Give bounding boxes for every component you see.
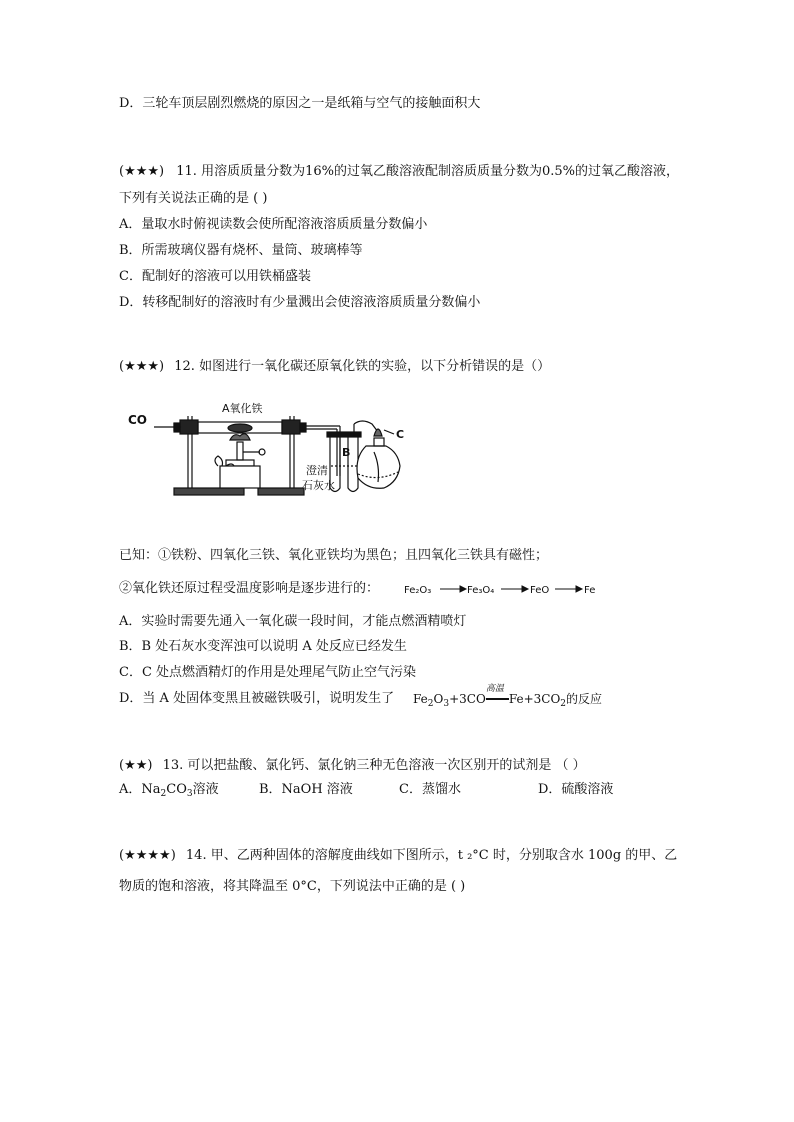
q11-option-a: A．量取水时俯视读数会使所配溶液溶质质量分数偏小 bbox=[119, 217, 428, 232]
q12-stem bbox=[119, 358, 550, 376]
q11-option-b: B．所需玻璃仪器有烧杯、量筒、玻璃棒等 bbox=[119, 243, 363, 258]
q13-option-d: D．硫酸溶液 bbox=[538, 782, 614, 797]
label-limewater-1: 澄清 bbox=[306, 464, 328, 477]
right-clamp bbox=[282, 420, 300, 434]
high-temp-condition: 高温 bbox=[486, 690, 509, 708]
right-stand-base bbox=[258, 488, 304, 495]
q12-option-b: B．B 处石灰水变浑浊可以说明 A 处反应已经发生 bbox=[119, 639, 407, 654]
label-c: C bbox=[396, 428, 405, 441]
q11-stem-line1 bbox=[119, 163, 679, 181]
q13-stars: (★★) bbox=[119, 758, 153, 773]
q11-stars: (★★★) bbox=[119, 164, 165, 179]
flow-fe2o3: Fe₂O₃ bbox=[404, 585, 432, 596]
q12-stem-text: 如图进行一氧化碳还原氧化铁的实验，以下分析错误的是（） bbox=[199, 359, 551, 374]
q11-option-d: D．转移配制好的溶液时有少量溅出会使溶液溶质质量分数偏小 bbox=[119, 295, 481, 310]
q14-stars: (★★★★) bbox=[119, 848, 176, 863]
q12-option-c: C．C 处点燃酒精灯的作用是处理尾气防止空气污染 bbox=[119, 665, 417, 680]
q11-number: 11. bbox=[176, 164, 197, 179]
q13-option-b: B．NaOH 溶液 bbox=[259, 782, 353, 797]
label-b: B bbox=[342, 446, 351, 459]
label-limewater-2: 石灰水 bbox=[302, 479, 335, 492]
q12-stars: (★★★) bbox=[119, 359, 165, 374]
left-clamp bbox=[180, 420, 198, 434]
q12-option-a: A．实验时需要先通入一氧化碳一段时间，才能点燃酒精喷灯 bbox=[119, 614, 467, 629]
label-a: A氧化铁 bbox=[222, 402, 263, 415]
q14-stem-line1 bbox=[119, 847, 677, 865]
flow-fe: Fe bbox=[584, 585, 596, 596]
q12-known-2: ②氧化铁还原过程受温度影响是逐步进行的： bbox=[119, 581, 380, 596]
label-co: CO bbox=[128, 413, 148, 427]
q13-options bbox=[119, 781, 639, 803]
q13-option-a: A．$Na_2CO_3$溶液 bbox=[119, 782, 219, 799]
blast-lamp-body bbox=[220, 466, 260, 488]
lamp-flame bbox=[230, 434, 250, 440]
flow-fe3o4: Fe₃O₄ bbox=[467, 585, 495, 596]
reduction-flow bbox=[404, 581, 604, 597]
lamp-c-flame bbox=[374, 429, 382, 436]
q13-stem bbox=[119, 757, 586, 775]
q13-option-c: C．蒸馏水 bbox=[399, 782, 461, 797]
q13-stem-text: 可以把盐酸、氯化钙、氯化钠三种无色溶液一次区别开的试剂是 （ ） bbox=[187, 758, 586, 773]
lamp-valve bbox=[215, 456, 223, 466]
blast-lamp-stem bbox=[237, 442, 243, 460]
q13-number: 13. bbox=[162, 758, 184, 773]
q12-option-d: D．当 A 处固体变黑且被磁铁吸引，说明发生了 bbox=[119, 691, 395, 706]
q11-option-c: C．配制好的溶液可以用铁桶盛装 bbox=[119, 269, 311, 284]
q10-option-d: D．三轮车顶层剧烈燃烧的原因之一是纸箱与空气的接触面积大 bbox=[119, 96, 481, 111]
q14-number: 14. bbox=[185, 848, 207, 863]
q12-number: 12. bbox=[174, 359, 195, 374]
q14-stem-text: 甲、乙两种固体的溶解度曲线如下图所示，t ₂°C 时，分别取含水 100g 的甲、乙 bbox=[210, 848, 678, 863]
flow-feo: FeO bbox=[530, 585, 550, 596]
q12-equation: $Fe_2O_3+3CO$ 高温 $Fe+3CO_2$的反应 bbox=[413, 684, 603, 709]
q12-known-1: 已知：①铁粉、四氧化三铁、氧化亚铁均为黑色；且四氧化三铁具有磁性； bbox=[119, 548, 549, 563]
iron-oxide-sample bbox=[228, 424, 252, 432]
left-stand-base bbox=[174, 488, 244, 495]
q14-stem-line2: 物质的饱和溶液，将其降温至 0°C，下列说法中正确的是 ( ) bbox=[119, 879, 466, 894]
co-reduction-apparatus-figure bbox=[122, 396, 412, 508]
q11-stem-line2: 下列有关说法正确的是 ( ) bbox=[119, 191, 268, 206]
q11-stem-text: 用溶质质量分数为16%的过氧乙酸溶液配制溶质质量分数为0.5%的过氧乙酸溶液， bbox=[201, 164, 679, 179]
